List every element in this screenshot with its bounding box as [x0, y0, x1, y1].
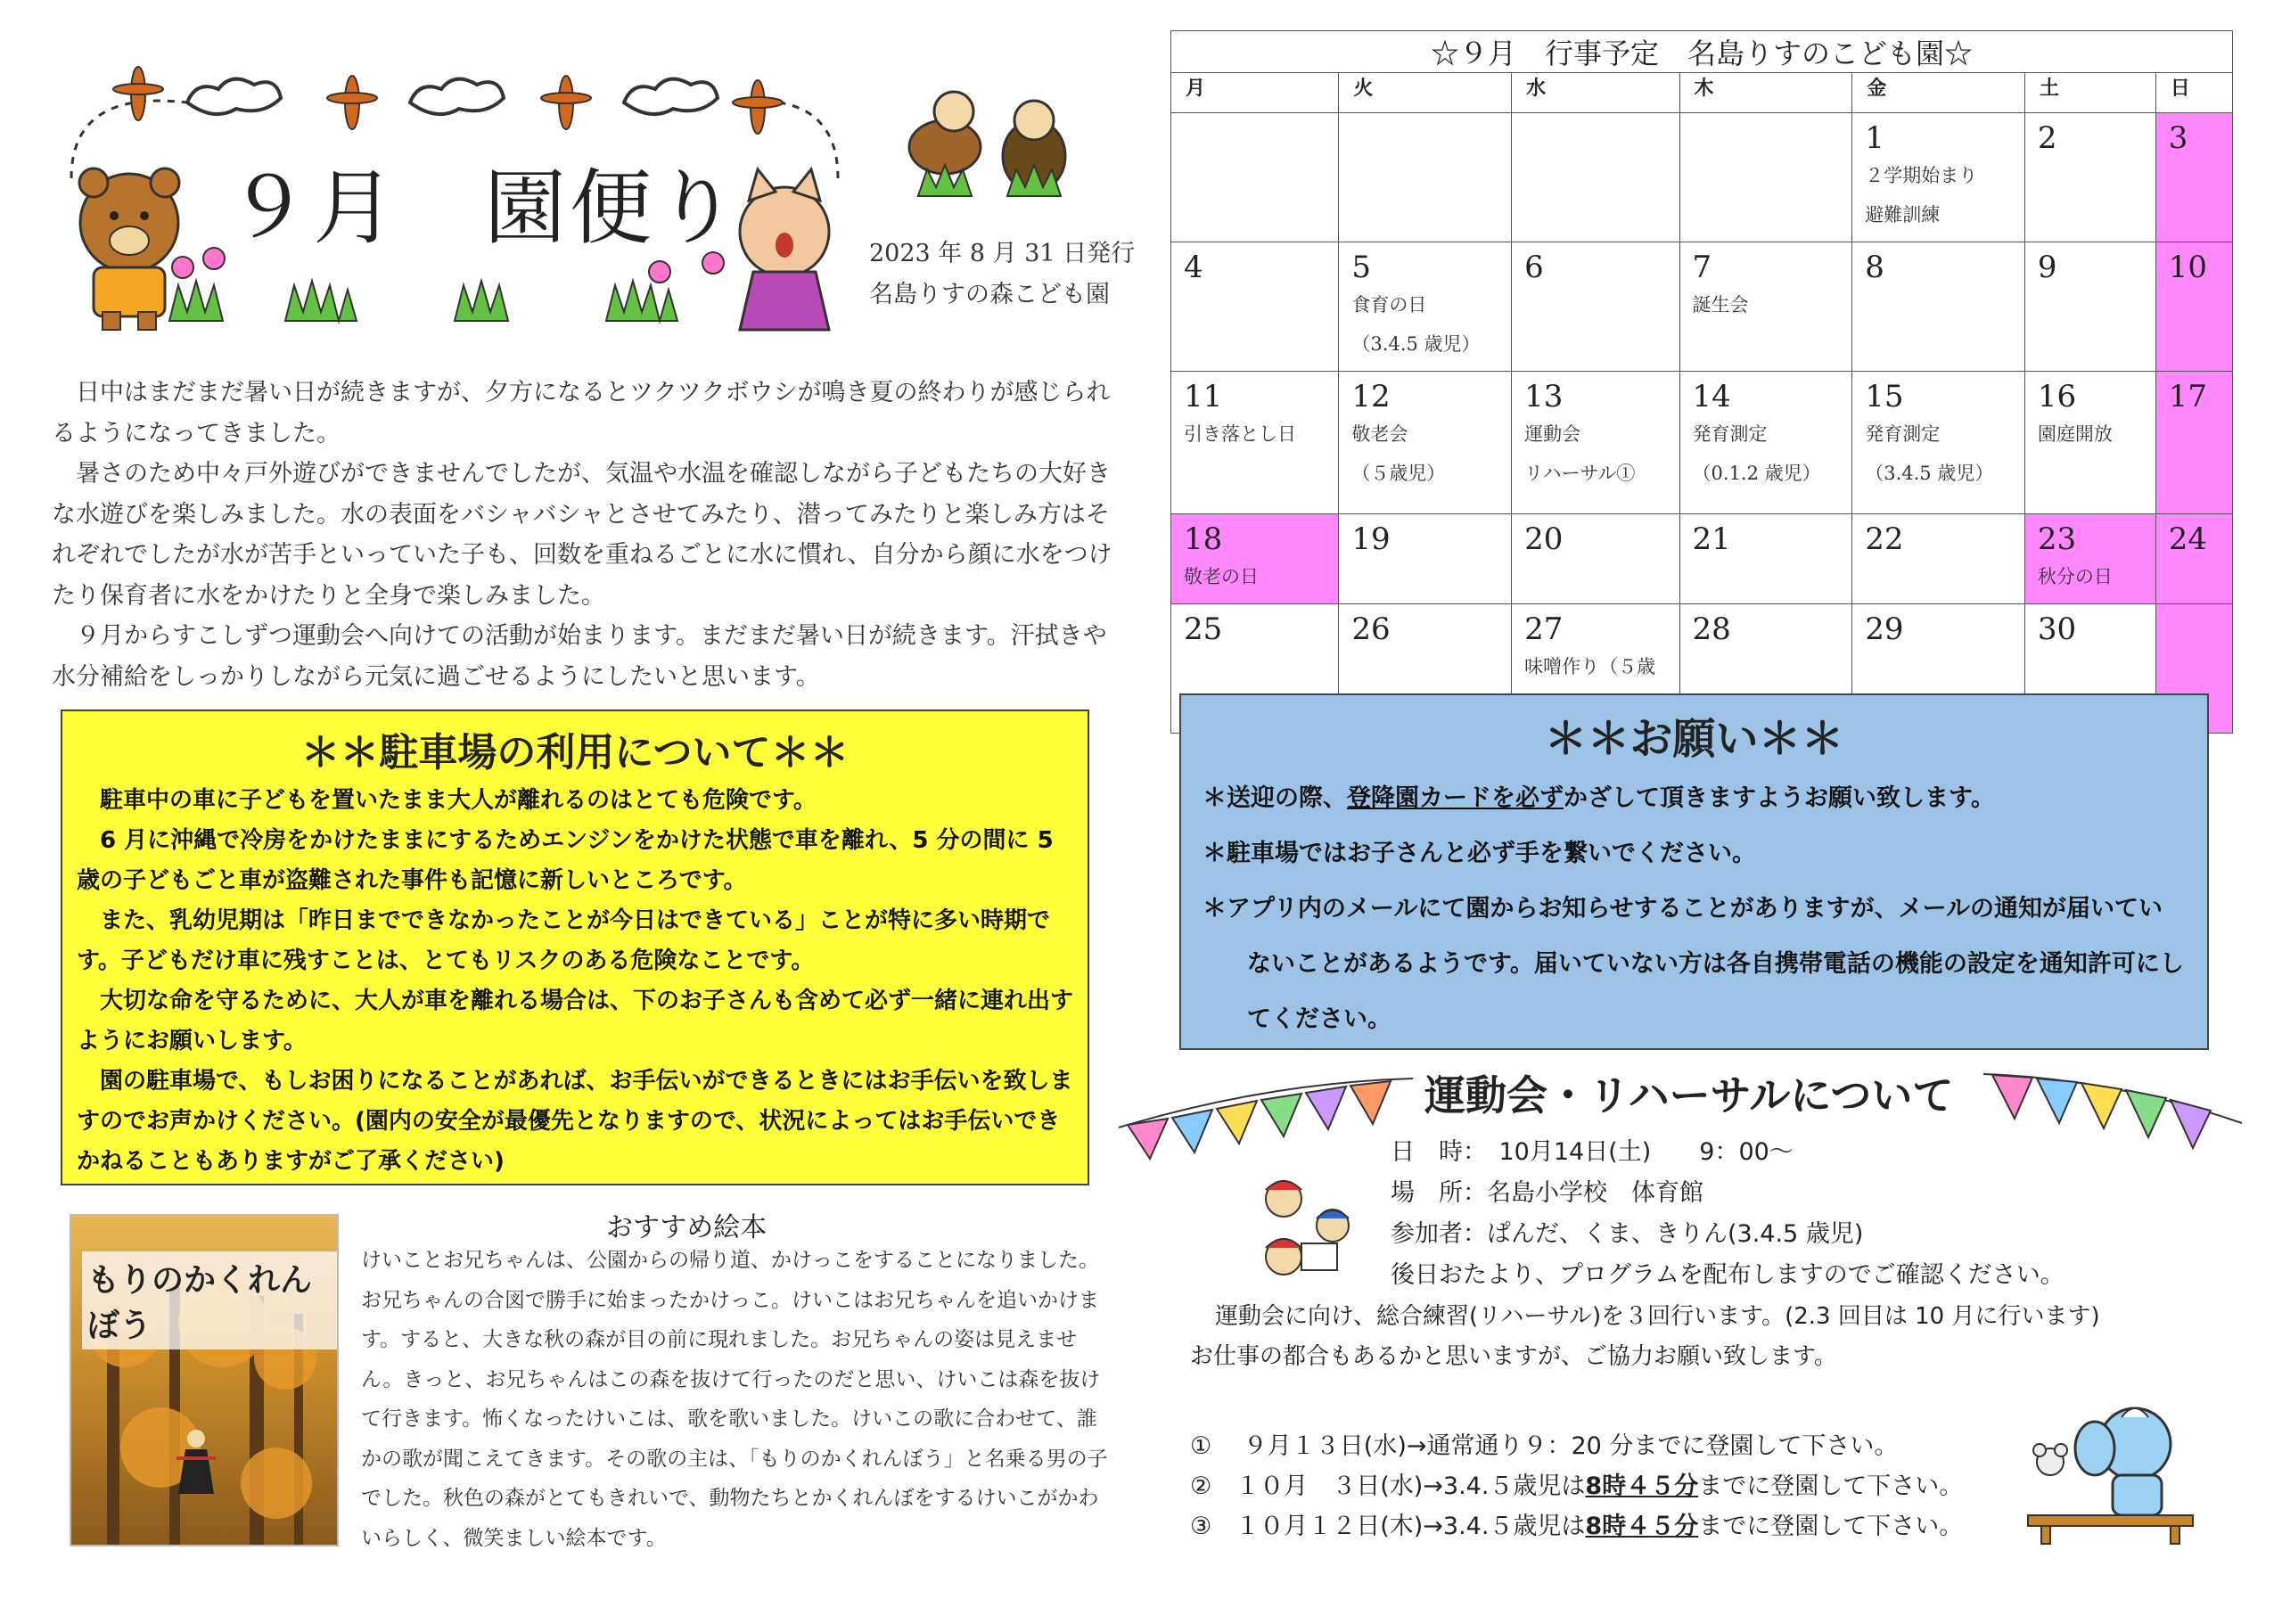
- sports-note: 後日おたより、プログラムを配布しますのでご確認ください。: [1391, 1261, 2064, 1289]
- calendar-day-number: 7: [1692, 250, 1712, 285]
- calendar-day-number: 3: [2168, 120, 2188, 156]
- calendar-day-number: 22: [1865, 521, 1904, 557]
- calendar-day-cell: [1679, 113, 1852, 242]
- rehearsal-schedule-item: ③ １０月１２日(木)→3.4.５歳児は8時４５分までに登園して下さい。: [1190, 1513, 1964, 1540]
- calendar-day-cell: [1339, 113, 1512, 242]
- calendar-day-number: 28: [1692, 611, 1731, 647]
- calendar-day-number: 23: [2037, 521, 2077, 557]
- calendar-day-number: 20: [1524, 521, 1564, 557]
- calendar-event: リハーサル①: [1524, 463, 1636, 484]
- insects-illustration: [900, 67, 1088, 201]
- calendar-day-number: 9: [2037, 250, 2057, 285]
- calendar-day-cell: [1339, 514, 1512, 604]
- newsletter-title: ９月 園便り: [227, 160, 742, 256]
- calendar-day-number: 14: [1692, 379, 1731, 414]
- weekday-header: 木: [1679, 73, 1852, 113]
- request-heading: ＊＊お願い＊＊: [1544, 714, 1844, 764]
- calendar-week-row: [1171, 242, 2233, 372]
- calendar-day-cell: [1171, 372, 1339, 514]
- calendar-day-cell: [1852, 113, 2025, 242]
- calendar-day-cell: [1339, 242, 1512, 372]
- calendar-day-number: 27: [1524, 611, 1564, 647]
- calendar-day-cell: [1852, 372, 2025, 514]
- calendar-day-number: 12: [1351, 379, 1391, 414]
- request-item-continued: ないことがあるようです。届いていない方は各自携帯電話の機能の設定を通知許可にし: [1247, 950, 2184, 978]
- calendar-day-cell: [1171, 242, 1339, 372]
- calendar-event: 避難訓練: [1865, 204, 1941, 226]
- calendar-day-cell: [1852, 242, 2025, 372]
- intro-text: [52, 373, 1112, 697]
- request-notice: [1179, 693, 2209, 1050]
- intro-paragraph: 日中はまだまだ暑い日が続きますが、夕方になるとツクツクボウシが鳴き夏の終わりが感じられるようになってきました。: [52, 379, 1111, 447]
- intro-paragraph: 暑さのため中々戸外遊びができませんでしたが、気温や水温を確認しながら子どもたちの大好きな水遊びを楽しみました。水の表面をバシャバシャとさせてみたり、潜ってみたりと楽しみ方はそれぞれでしたが水が苦手といっていた子も、回数を重ねるごとに水に慣れ、自分から顔に水をつけたり保育者に水をかけたりと全身で楽しみました。: [52, 460, 1112, 610]
- parking-paragraph: 6 月に沖縄で冷房をかけたままにするためエンジンをかけた状態で車を離れ、5 分の間に 5 歳の子どもごと車が盗難された事件も記憶に新しいところです。: [77, 827, 1054, 894]
- calendar-day-number: 30: [2037, 611, 2077, 647]
- calendar-event: 園庭開放: [2037, 423, 2113, 445]
- calendar-day-number: 16: [2037, 379, 2077, 414]
- calendar-event: （0.1.2 歳児）: [1692, 463, 1821, 484]
- weekday-header: 火: [1339, 73, 1512, 113]
- calendar-day-cell: [1512, 242, 1679, 372]
- calendar-day-cell: [2155, 242, 2232, 372]
- calendar-day-cell: [1512, 113, 1679, 242]
- calendar-day-number: 5: [1351, 250, 1372, 285]
- bunting-left: [1114, 1074, 1417, 1163]
- intro-paragraph: ９月からすこしずつ運動会へ向けての活動が始まります。まだまだ暑い日が続きます。汗拭きや水分補給をしっかりしながら元気に過ごせるようにしたいと思います。: [52, 622, 1107, 691]
- sports-participants: 参加者：ぱんだ、くま、きりん(3.4.5 歳児): [1391, 1220, 1864, 1248]
- calendar-day-number: 10: [2168, 250, 2208, 285]
- calendar-day-number: 13: [1524, 379, 1564, 414]
- calendar-day-cell: [2024, 113, 2155, 242]
- calendar-day-number: 15: [1865, 379, 1904, 414]
- weekday-header: 月: [1171, 73, 1339, 113]
- event-calendar: [1170, 30, 2233, 734]
- book-cover-image: [70, 1214, 339, 1546]
- parking-paragraph: 駐車中の車に子どもを置いたまま大人が離れるのはとても危険です。: [100, 787, 817, 814]
- calendar-day-number: 19: [1351, 521, 1391, 557]
- calendar-day-cell: [1512, 514, 1679, 604]
- calendar-day-number: 8: [1865, 250, 1884, 285]
- time-emphasis: 8時４５分: [1585, 1472, 1699, 1500]
- calendar-day-cell: [1339, 372, 1512, 514]
- parking-paragraph: 大切な命を守るために、大人が車を離れる場合は、下のお子さんも含めて必ず一緒に連れ出すようにお願いします。: [77, 988, 1074, 1054]
- sports-date: 日 時： 10月14日(土) 9：00～: [1391, 1138, 1794, 1166]
- calendar-day-number: 29: [1865, 611, 1904, 647]
- calendar-day-number: 11: [1184, 379, 1223, 414]
- book-description: けいことお兄ちゃんは、公園からの帰り道、かけっこをすることになりました。お兄ちゃんの合図で勝手に始まったかけっこ。けいこはお兄ちゃんを追いかけます。すると、大きな秋の森が目の前に現れました。お兄ちゃんの姿は見えません。きっと、お兄ちゃんはこの森を抜けて行ったのだと思い、けいこは森を抜けて行きます。怖くなったけいこは、歌を歌いました。けいこの歌に合わせて、誰かの歌が聞こえてきます。その歌の主は、「もりのかくれんぼう」と名乗る男の子でした。秋色の森がとてもきれいで、動物たちとかくれんぼをするけいこがかわいらしく、微笑ましい絵本です。: [361, 1249, 1108, 1550]
- calendar-day-number: 21: [1692, 521, 1731, 557]
- request-emphasis: 登降園カードを必ず: [1347, 784, 1564, 812]
- bear-illustration: [79, 168, 179, 330]
- request-item: ＊駐車場ではお子さんと必ず手を繋いでください。: [1203, 840, 1756, 867]
- parking-notice: [61, 709, 1089, 1185]
- calendar-event: 発育測定: [1692, 423, 1768, 445]
- calendar-day-cell: [2155, 113, 2232, 242]
- calendar-day-number: 4: [1184, 250, 1203, 285]
- cat-illustration: [740, 169, 829, 330]
- parking-paragraph: 園の駐車場で、もしお困りになることがあれば、お手伝いができるときにはお手伝いを致しますのでお声かけください。(園内の安全が最優先となりますので、状況によってはお手伝いできかねることもありますがご了承ください): [77, 1068, 1073, 1175]
- parking-paragraph: また、乳幼児期は「昨日までできなかったことが今日はできている」ことが特に多い時期です。子どもだけ車に残すことは、とてもリスクのある危険なことです。: [77, 907, 1051, 974]
- calendar-day-cell: [2155, 372, 2232, 514]
- book-cover-title: もりのかくれんぼう: [82, 1251, 337, 1349]
- rehearsal-schedule-item: ① ９月１３日(水)→通常通り９：20 分までに登園して下さい。: [1190, 1432, 1899, 1460]
- calendar-caption: ☆９月 行事予定 名島りすのこども園☆: [1171, 31, 2233, 73]
- calendar-event: 敬老の日: [1184, 566, 1259, 587]
- sports-rehearsal-text: [1190, 1297, 2171, 1377]
- calendar-week-row: [1171, 372, 2233, 514]
- calendar-event: （3.4.5 歳児）: [1351, 333, 1481, 355]
- weekday-header: 水: [1512, 73, 1679, 113]
- children-illustration: [1248, 1163, 1364, 1288]
- calendar-day-number: 6: [1524, 250, 1544, 285]
- weekday-header: 土: [2024, 73, 2155, 113]
- calendar-day-number: 24: [2168, 521, 2208, 557]
- calendar-body: [1171, 113, 2233, 734]
- calendar-day-cell: [1512, 372, 1679, 514]
- calendar-day-number: 25: [1184, 611, 1223, 647]
- weekday-header: 日: [2155, 73, 2232, 113]
- calendar-day-cell: [2024, 242, 2155, 372]
- calendar-day-cell: [2155, 514, 2232, 604]
- calendar-day-cell: [2024, 372, 2155, 514]
- calendar-event: （3.4.5 歳児）: [1865, 463, 1994, 484]
- calendar-event: 敬老会: [1351, 423, 1408, 445]
- weekday-header: 金: [1852, 73, 2025, 113]
- issue-date: 2023 年 8 月 31 日発行: [869, 240, 1136, 267]
- calendar-event: 引き落とし日: [1184, 423, 1296, 445]
- publisher-name: 名島りすの森こども園: [869, 281, 1110, 308]
- time-emphasis: 8時４５分: [1585, 1513, 1699, 1540]
- calendar-day-cell: [1679, 372, 1852, 514]
- book-heading: おすすめ絵本: [606, 1212, 768, 1243]
- calendar-event: 運動会: [1524, 423, 1581, 445]
- parking-heading: ＊＊駐車場の利用について＊＊: [300, 730, 850, 775]
- calendar-event: 食育の日: [1351, 294, 1427, 316]
- request-item: ＊送迎の際、登降園カードを必ずかざして頂きますようお願い致します。: [1203, 784, 1995, 812]
- calendar-event: ２学期始まり: [1865, 165, 1978, 186]
- sports-body-line: 運動会に向け、総合練習(リハーサル)を３回行います。(2.3 回目は 10 月に行います): [1215, 1303, 2100, 1330]
- sports-place: 場 所：名島小学校 体育館: [1391, 1179, 1703, 1207]
- calendar-day-cell: [1679, 242, 1852, 372]
- calendar-day-number: 17: [2168, 379, 2208, 414]
- calendar-day-cell: [1171, 514, 1339, 604]
- bunting-right: [1979, 1070, 2246, 1159]
- calendar-day-cell: [1171, 113, 1339, 242]
- calendar-day-number: 18: [1184, 521, 1223, 557]
- calendar-day-number: 26: [1351, 611, 1391, 647]
- calendar-day-cell: [1852, 514, 2025, 604]
- elephant-mouse-illustration: [2023, 1395, 2202, 1546]
- sports-day-heading: 運動会・リハーサルについて: [1424, 1071, 1954, 1120]
- calendar-event: 発育測定: [1865, 423, 1941, 445]
- calendar-day-cell: [2024, 514, 2155, 604]
- calendar-event: 味噌作り（５歳: [1524, 656, 1656, 677]
- calendar-week-row: [1171, 514, 2233, 604]
- sports-body-line: お仕事の都合もあるかと思いますが、ご協力お願い致します。: [1190, 1343, 1837, 1370]
- calendar-event: 秋分の日: [2037, 566, 2113, 587]
- request-item: ＊アプリ内のメールにて園からお知らせすることがありますが、メールの通知が届いてい: [1203, 895, 2163, 923]
- calendar-event: 誕生会: [1692, 294, 1749, 316]
- calendar-day-number: 1: [1865, 120, 1884, 156]
- request-item-continued: てください。: [1247, 1005, 1391, 1033]
- rehearsal-schedule-item: ② １０月 ３日(水)→3.4.５歳児は8時４５分までに登園して下さい。: [1190, 1472, 1964, 1500]
- calendar-day-cell: [1679, 514, 1852, 604]
- calendar-week-row: [1171, 113, 2233, 242]
- calendar-event: （５歳児）: [1351, 463, 1446, 484]
- calendar-day-number: 2: [2037, 120, 2057, 156]
